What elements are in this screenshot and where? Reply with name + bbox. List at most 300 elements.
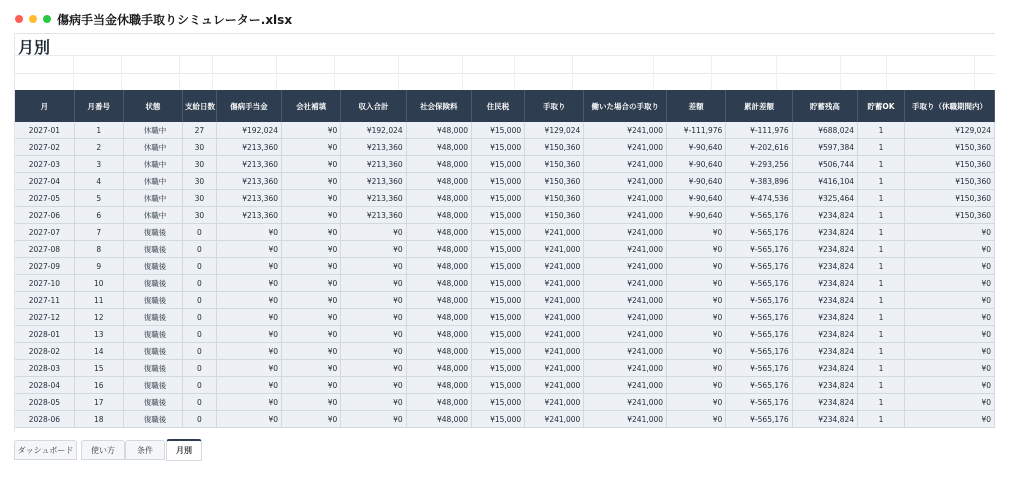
table-cell[interactable]: ¥0 <box>905 241 995 258</box>
table-cell[interactable]: ¥0 <box>282 156 341 173</box>
table-cell[interactable]: ¥0 <box>667 411 726 428</box>
table-cell[interactable]: ¥-90,640 <box>667 139 726 156</box>
table-cell[interactable]: ¥0 <box>341 326 406 343</box>
minimize-window-button[interactable] <box>29 15 37 23</box>
table-cell[interactable]: ¥150,360 <box>525 173 584 190</box>
table-cell[interactable]: ¥150,360 <box>525 156 584 173</box>
close-window-button[interactable] <box>15 15 23 23</box>
table-cell[interactable]: ¥241,000 <box>584 139 667 156</box>
table-cell[interactable]: ¥-90,640 <box>667 156 726 173</box>
table-cell[interactable]: ¥48,000 <box>406 122 471 139</box>
column-header[interactable]: 貯蓄OK <box>858 90 905 122</box>
column-header[interactable]: 差額 <box>667 90 726 122</box>
table-cell[interactable]: 1 <box>858 207 905 224</box>
table-cell[interactable]: ¥241,000 <box>525 343 584 360</box>
table-cell[interactable]: ¥150,360 <box>905 190 995 207</box>
table-cell[interactable]: ¥15,000 <box>472 360 525 377</box>
table-cell[interactable]: ¥-565,176 <box>726 241 792 258</box>
table-cell[interactable]: ¥234,824 <box>792 326 857 343</box>
table-cell[interactable]: 1 <box>858 411 905 428</box>
table-cell[interactable]: 1 <box>858 326 905 343</box>
table-cell[interactable]: ¥241,000 <box>584 275 667 292</box>
column-header[interactable]: 月 <box>15 90 74 122</box>
table-cell[interactable]: ¥416,104 <box>792 173 857 190</box>
table-cell[interactable]: 2027-08 <box>15 241 74 258</box>
table-cell[interactable]: ¥15,000 <box>472 411 525 428</box>
table-cell[interactable]: ¥0 <box>216 360 281 377</box>
table-cell[interactable]: ¥0 <box>905 411 995 428</box>
table-cell[interactable]: ¥15,000 <box>472 207 525 224</box>
table-cell[interactable]: ¥0 <box>216 241 281 258</box>
table-cell[interactable]: ¥129,024 <box>905 122 995 139</box>
table-cell[interactable]: ¥213,360 <box>216 139 281 156</box>
table-cell[interactable]: 1 <box>74 122 123 139</box>
table-cell[interactable]: 6 <box>74 207 123 224</box>
table-cell[interactable]: ¥-90,640 <box>667 173 726 190</box>
table-cell[interactable]: ¥48,000 <box>406 139 471 156</box>
table-cell[interactable]: 18 <box>74 411 123 428</box>
table-cell[interactable]: 復職後 <box>123 326 182 343</box>
table-cell[interactable]: ¥48,000 <box>406 411 471 428</box>
table-cell[interactable]: 復職後 <box>123 292 182 309</box>
table-cell[interactable]: ¥241,000 <box>584 241 667 258</box>
table-cell[interactable]: ¥0 <box>341 394 406 411</box>
column-header[interactable]: 貯蓄残高 <box>792 90 857 122</box>
table-cell[interactable]: ¥0 <box>341 275 406 292</box>
table-cell[interactable]: ¥15,000 <box>472 224 525 241</box>
table-cell[interactable]: ¥0 <box>667 275 726 292</box>
table-cell[interactable]: 1 <box>858 309 905 326</box>
table-cell[interactable]: 27 <box>182 122 216 139</box>
table-cell[interactable]: ¥-565,176 <box>726 309 792 326</box>
table-cell[interactable]: ¥241,000 <box>584 122 667 139</box>
table-cell[interactable]: ¥0 <box>667 394 726 411</box>
table-cell[interactable]: 11 <box>74 292 123 309</box>
table-cell[interactable]: ¥0 <box>341 258 406 275</box>
table-cell[interactable]: ¥0 <box>667 360 726 377</box>
table-cell[interactable]: ¥234,824 <box>792 309 857 326</box>
table-cell[interactable]: 10 <box>74 275 123 292</box>
table-cell[interactable]: ¥48,000 <box>406 258 471 275</box>
table-cell[interactable]: ¥-565,176 <box>726 411 792 428</box>
table-cell[interactable]: 休職中 <box>123 139 182 156</box>
table-cell[interactable]: ¥0 <box>216 377 281 394</box>
table-cell[interactable]: 2027-06 <box>15 207 74 224</box>
table-cell[interactable]: ¥0 <box>905 258 995 275</box>
table-cell[interactable]: 2028-02 <box>15 343 74 360</box>
table-cell[interactable]: ¥241,000 <box>584 207 667 224</box>
table-cell[interactable]: ¥15,000 <box>472 156 525 173</box>
table-cell[interactable]: 休職中 <box>123 156 182 173</box>
table-cell[interactable]: ¥0 <box>282 292 341 309</box>
table-cell[interactable]: ¥0 <box>905 275 995 292</box>
table-cell[interactable]: ¥0 <box>341 411 406 428</box>
table-cell[interactable]: ¥241,000 <box>525 326 584 343</box>
tab-monthly[interactable]: 月別 <box>166 439 202 461</box>
table-cell[interactable]: 7 <box>74 224 123 241</box>
table-cell[interactable]: ¥0 <box>282 394 341 411</box>
table-cell[interactable]: 2028-06 <box>15 411 74 428</box>
table-cell[interactable]: ¥234,824 <box>792 360 857 377</box>
table-cell[interactable]: 2028-04 <box>15 377 74 394</box>
table-cell[interactable]: ¥-90,640 <box>667 207 726 224</box>
column-header[interactable]: 累計差額 <box>726 90 792 122</box>
table-cell[interactable]: 0 <box>182 360 216 377</box>
table-cell[interactable]: 復職後 <box>123 377 182 394</box>
table-cell[interactable]: ¥192,024 <box>216 122 281 139</box>
table-cell[interactable]: 0 <box>182 292 216 309</box>
table-cell[interactable]: ¥0 <box>905 326 995 343</box>
table-cell[interactable]: ¥150,360 <box>525 139 584 156</box>
table-cell[interactable]: ¥241,000 <box>584 156 667 173</box>
table-cell[interactable]: ¥241,000 <box>584 343 667 360</box>
table-cell[interactable]: 0 <box>182 309 216 326</box>
table-cell[interactable]: ¥234,824 <box>792 377 857 394</box>
table-cell[interactable]: ¥129,024 <box>525 122 584 139</box>
table-cell[interactable]: ¥234,824 <box>792 394 857 411</box>
table-cell[interactable]: ¥0 <box>282 207 341 224</box>
table-cell[interactable]: ¥0 <box>905 224 995 241</box>
table-cell[interactable]: ¥48,000 <box>406 173 471 190</box>
table-cell[interactable]: 1 <box>858 275 905 292</box>
table-cell[interactable]: ¥0 <box>216 343 281 360</box>
table-cell[interactable]: 0 <box>182 411 216 428</box>
table-cell[interactable]: 0 <box>182 258 216 275</box>
table-cell[interactable]: ¥241,000 <box>584 377 667 394</box>
table-cell[interactable]: 2027-02 <box>15 139 74 156</box>
table-cell[interactable]: ¥150,360 <box>905 173 995 190</box>
table-cell[interactable]: 5 <box>74 190 123 207</box>
table-cell[interactable]: 1 <box>858 241 905 258</box>
table-cell[interactable]: ¥15,000 <box>472 190 525 207</box>
table-cell[interactable]: ¥15,000 <box>472 241 525 258</box>
table-cell[interactable]: ¥241,000 <box>584 190 667 207</box>
table-cell[interactable]: 2028-03 <box>15 360 74 377</box>
tab-conditions[interactable]: 条件 <box>125 440 165 460</box>
table-cell[interactable]: ¥15,000 <box>472 275 525 292</box>
table-cell[interactable]: ¥-565,176 <box>726 360 792 377</box>
table-cell[interactable]: ¥241,000 <box>525 377 584 394</box>
table-cell[interactable]: 30 <box>182 173 216 190</box>
table-cell[interactable]: 0 <box>182 224 216 241</box>
table-cell[interactable]: 16 <box>74 377 123 394</box>
table-cell[interactable]: 休職中 <box>123 207 182 224</box>
column-header[interactable]: 住民税 <box>472 90 525 122</box>
table-cell[interactable]: ¥0 <box>341 224 406 241</box>
table-cell[interactable]: ¥48,000 <box>406 156 471 173</box>
table-cell[interactable]: ¥15,000 <box>472 394 525 411</box>
table-cell[interactable]: ¥241,000 <box>584 411 667 428</box>
table-cell[interactable]: 1 <box>858 156 905 173</box>
table-cell[interactable]: 復職後 <box>123 309 182 326</box>
table-cell[interactable]: ¥241,000 <box>525 258 584 275</box>
table-cell[interactable]: ¥-565,176 <box>726 377 792 394</box>
table-cell[interactable]: ¥241,000 <box>584 224 667 241</box>
table-cell[interactable]: ¥0 <box>905 394 995 411</box>
table-cell[interactable]: ¥0 <box>905 377 995 394</box>
table-cell[interactable]: ¥15,000 <box>472 377 525 394</box>
column-header[interactable]: 傷病手当金 <box>216 90 281 122</box>
table-cell[interactable]: ¥48,000 <box>406 394 471 411</box>
table-cell[interactable]: ¥0 <box>905 360 995 377</box>
table-cell[interactable]: ¥15,000 <box>472 122 525 139</box>
table-cell[interactable]: 2027-07 <box>15 224 74 241</box>
table-cell[interactable]: ¥0 <box>216 411 281 428</box>
table-cell[interactable]: ¥688,024 <box>792 122 857 139</box>
table-cell[interactable]: ¥-111,976 <box>667 122 726 139</box>
table-cell[interactable]: ¥-383,896 <box>726 173 792 190</box>
table-cell[interactable]: ¥241,000 <box>525 411 584 428</box>
table-cell[interactable]: ¥213,360 <box>216 190 281 207</box>
tab-dashboard[interactable]: ダッシュボード <box>14 440 77 460</box>
table-cell[interactable]: ¥0 <box>282 224 341 241</box>
table-cell[interactable]: 9 <box>74 258 123 275</box>
table-cell[interactable]: ¥234,824 <box>792 343 857 360</box>
table-cell[interactable]: ¥-565,176 <box>726 224 792 241</box>
maximize-window-button[interactable] <box>43 15 51 23</box>
table-cell[interactable]: ¥234,824 <box>792 258 857 275</box>
table-cell[interactable]: ¥48,000 <box>406 224 471 241</box>
table-cell[interactable]: ¥-565,176 <box>726 275 792 292</box>
table-cell[interactable]: ¥0 <box>667 343 726 360</box>
table-cell[interactable]: ¥0 <box>282 343 341 360</box>
table-cell[interactable]: ¥-565,176 <box>726 343 792 360</box>
table-cell[interactable]: ¥0 <box>216 275 281 292</box>
table-cell[interactable]: 30 <box>182 139 216 156</box>
table-cell[interactable]: ¥-474,536 <box>726 190 792 207</box>
table-cell[interactable]: 0 <box>182 275 216 292</box>
table-cell[interactable]: 2027-05 <box>15 190 74 207</box>
table-cell[interactable]: 復職後 <box>123 258 182 275</box>
table-cell[interactable]: ¥234,824 <box>792 275 857 292</box>
table-cell[interactable]: ¥0 <box>667 309 726 326</box>
table-cell[interactable]: ¥0 <box>341 377 406 394</box>
table-cell[interactable]: ¥150,360 <box>905 207 995 224</box>
table-cell[interactable]: ¥506,744 <box>792 156 857 173</box>
column-header[interactable]: 社会保険料 <box>406 90 471 122</box>
table-cell[interactable]: ¥48,000 <box>406 275 471 292</box>
table-cell[interactable]: ¥48,000 <box>406 343 471 360</box>
table-cell[interactable]: 0 <box>182 326 216 343</box>
table-cell[interactable]: 1 <box>858 394 905 411</box>
table-cell[interactable]: ¥241,000 <box>525 241 584 258</box>
table-cell[interactable]: ¥0 <box>282 258 341 275</box>
table-cell[interactable]: ¥0 <box>341 292 406 309</box>
table-cell[interactable]: ¥0 <box>216 224 281 241</box>
table-cell[interactable]: ¥0 <box>282 241 341 258</box>
table-cell[interactable]: 2 <box>74 139 123 156</box>
blank-row[interactable] <box>15 56 995 74</box>
table-cell[interactable]: ¥0 <box>905 309 995 326</box>
table-cell[interactable]: ¥213,360 <box>216 173 281 190</box>
column-header[interactable]: 手取り <box>525 90 584 122</box>
table-cell[interactable]: ¥0 <box>341 241 406 258</box>
tab-howto[interactable]: 使い方 <box>81 440 125 460</box>
table-cell[interactable]: 復職後 <box>123 343 182 360</box>
table-cell[interactable]: ¥48,000 <box>406 207 471 224</box>
table-cell[interactable]: 1 <box>858 377 905 394</box>
table-cell[interactable]: ¥150,360 <box>525 207 584 224</box>
table-cell[interactable]: ¥325,464 <box>792 190 857 207</box>
table-cell[interactable]: ¥0 <box>905 292 995 309</box>
table-cell[interactable]: 1 <box>858 292 905 309</box>
table-cell[interactable]: ¥0 <box>341 309 406 326</box>
table-cell[interactable]: ¥0 <box>216 258 281 275</box>
table-cell[interactable]: ¥-202,616 <box>726 139 792 156</box>
table-cell[interactable]: ¥48,000 <box>406 309 471 326</box>
table-cell[interactable]: 17 <box>74 394 123 411</box>
column-header[interactable]: 状態 <box>123 90 182 122</box>
table-cell[interactable]: ¥0 <box>667 292 726 309</box>
table-cell[interactable]: ¥0 <box>282 360 341 377</box>
table-cell[interactable]: ¥0 <box>667 326 726 343</box>
table-cell[interactable]: ¥241,000 <box>584 326 667 343</box>
table-cell[interactable]: 復職後 <box>123 275 182 292</box>
table-cell[interactable]: ¥48,000 <box>406 190 471 207</box>
table-cell[interactable]: 休職中 <box>123 190 182 207</box>
table-cell[interactable]: ¥0 <box>282 377 341 394</box>
table-cell[interactable]: 14 <box>74 343 123 360</box>
table-cell[interactable]: ¥0 <box>667 258 726 275</box>
table-cell[interactable]: ¥0 <box>282 275 341 292</box>
table-cell[interactable]: ¥0 <box>905 343 995 360</box>
table-cell[interactable]: ¥241,000 <box>525 309 584 326</box>
table-cell[interactable]: ¥-565,176 <box>726 207 792 224</box>
table-cell[interactable]: 2027-12 <box>15 309 74 326</box>
table-cell[interactable]: ¥213,360 <box>341 156 406 173</box>
table-cell[interactable]: ¥0 <box>282 309 341 326</box>
table-cell[interactable]: ¥213,360 <box>341 207 406 224</box>
table-cell[interactable]: 1 <box>858 224 905 241</box>
table-cell[interactable]: ¥15,000 <box>472 309 525 326</box>
table-cell[interactable]: 15 <box>74 360 123 377</box>
table-cell[interactable]: ¥597,384 <box>792 139 857 156</box>
sheet-title-row[interactable] <box>15 34 995 56</box>
column-header[interactable]: 支給日数 <box>182 90 216 122</box>
table-cell[interactable]: ¥241,000 <box>525 275 584 292</box>
table-cell[interactable]: ¥48,000 <box>406 292 471 309</box>
table-cell[interactable]: ¥15,000 <box>472 173 525 190</box>
table-cell[interactable]: ¥241,000 <box>584 258 667 275</box>
table-cell[interactable]: ¥0 <box>216 292 281 309</box>
table-cell[interactable]: ¥0 <box>282 190 341 207</box>
table-cell[interactable]: 2027-11 <box>15 292 74 309</box>
table-cell[interactable]: ¥241,000 <box>584 394 667 411</box>
table-cell[interactable]: ¥234,824 <box>792 411 857 428</box>
table-cell[interactable]: 4 <box>74 173 123 190</box>
table-cell[interactable]: ¥15,000 <box>472 292 525 309</box>
table-cell[interactable]: ¥0 <box>667 377 726 394</box>
table-cell[interactable]: ¥0 <box>341 343 406 360</box>
column-header[interactable]: 働いた場合の手取り <box>584 90 667 122</box>
column-header[interactable]: 手取り（休職期間内） <box>905 90 995 122</box>
table-cell[interactable]: 復職後 <box>123 224 182 241</box>
table-cell[interactable]: ¥241,000 <box>525 224 584 241</box>
table-cell[interactable]: ¥150,360 <box>905 156 995 173</box>
table-cell[interactable]: ¥-565,176 <box>726 326 792 343</box>
table-cell[interactable]: ¥241,000 <box>584 309 667 326</box>
table-cell[interactable]: 1 <box>858 139 905 156</box>
table-cell[interactable]: 2027-09 <box>15 258 74 275</box>
column-header[interactable]: 会社補填 <box>282 90 341 122</box>
table-cell[interactable]: ¥150,360 <box>905 139 995 156</box>
table-cell[interactable]: ¥-293,256 <box>726 156 792 173</box>
table-cell[interactable]: ¥15,000 <box>472 343 525 360</box>
table-cell[interactable]: ¥0 <box>282 326 341 343</box>
table-cell[interactable]: ¥0 <box>282 411 341 428</box>
table-cell[interactable]: 復職後 <box>123 360 182 377</box>
table-cell[interactable]: 復職後 <box>123 241 182 258</box>
table-cell[interactable]: ¥241,000 <box>584 360 667 377</box>
table-cell[interactable]: ¥48,000 <box>406 241 471 258</box>
table-cell[interactable]: ¥0 <box>216 309 281 326</box>
table-cell[interactable]: ¥0 <box>282 139 341 156</box>
table-cell[interactable]: ¥234,824 <box>792 207 857 224</box>
table-cell[interactable]: 復職後 <box>123 411 182 428</box>
table-cell[interactable]: 2028-01 <box>15 326 74 343</box>
table-cell[interactable]: 休職中 <box>123 122 182 139</box>
table-cell[interactable]: ¥0 <box>282 173 341 190</box>
table-cell[interactable]: ¥150,360 <box>525 190 584 207</box>
table-cell[interactable]: ¥241,000 <box>525 292 584 309</box>
table-cell[interactable]: 2028-05 <box>15 394 74 411</box>
table-cell[interactable]: ¥234,824 <box>792 224 857 241</box>
table-cell[interactable]: ¥15,000 <box>472 326 525 343</box>
table-cell[interactable]: ¥213,360 <box>341 173 406 190</box>
table-cell[interactable]: ¥213,360 <box>216 207 281 224</box>
table-cell[interactable]: ¥48,000 <box>406 377 471 394</box>
table-cell[interactable]: ¥-111,976 <box>726 122 792 139</box>
table-cell[interactable]: 復職後 <box>123 394 182 411</box>
table-cell[interactable]: 13 <box>74 326 123 343</box>
table-cell[interactable]: 0 <box>182 343 216 360</box>
table-cell[interactable]: 2027-04 <box>15 173 74 190</box>
table-cell[interactable]: 2027-01 <box>15 122 74 139</box>
table-cell[interactable]: 1 <box>858 122 905 139</box>
table-cell[interactable]: 1 <box>858 190 905 207</box>
table-cell[interactable]: ¥0 <box>216 326 281 343</box>
table-cell[interactable]: 30 <box>182 190 216 207</box>
table-cell[interactable]: ¥15,000 <box>472 258 525 275</box>
table-cell[interactable]: 30 <box>182 156 216 173</box>
table-cell[interactable]: ¥241,000 <box>584 292 667 309</box>
table-cell[interactable]: 1 <box>858 173 905 190</box>
table-cell[interactable]: ¥234,824 <box>792 241 857 258</box>
column-header[interactable]: 月番号 <box>74 90 123 122</box>
table-cell[interactable]: 30 <box>182 207 216 224</box>
table-cell[interactable]: ¥-565,176 <box>726 258 792 275</box>
table-cell[interactable]: ¥-565,176 <box>726 394 792 411</box>
table-cell[interactable]: ¥213,360 <box>341 190 406 207</box>
table-cell[interactable]: ¥241,000 <box>584 173 667 190</box>
table-cell[interactable]: ¥48,000 <box>406 326 471 343</box>
table-cell[interactable]: ¥0 <box>667 224 726 241</box>
table-cell[interactable]: ¥0 <box>216 394 281 411</box>
table-cell[interactable]: 2027-10 <box>15 275 74 292</box>
table-cell[interactable]: 12 <box>74 309 123 326</box>
table-cell[interactable]: 0 <box>182 394 216 411</box>
table-cell[interactable]: ¥0 <box>282 122 341 139</box>
column-header[interactable]: 収入合計 <box>341 90 406 122</box>
table-cell[interactable]: 3 <box>74 156 123 173</box>
table-cell[interactable]: ¥48,000 <box>406 360 471 377</box>
table-cell[interactable]: 休職中 <box>123 173 182 190</box>
table-cell[interactable]: 1 <box>858 343 905 360</box>
table-cell[interactable]: ¥0 <box>667 241 726 258</box>
table-cell[interactable]: ¥234,824 <box>792 292 857 309</box>
table-cell[interactable]: ¥241,000 <box>525 394 584 411</box>
table-cell[interactable]: ¥213,360 <box>216 156 281 173</box>
